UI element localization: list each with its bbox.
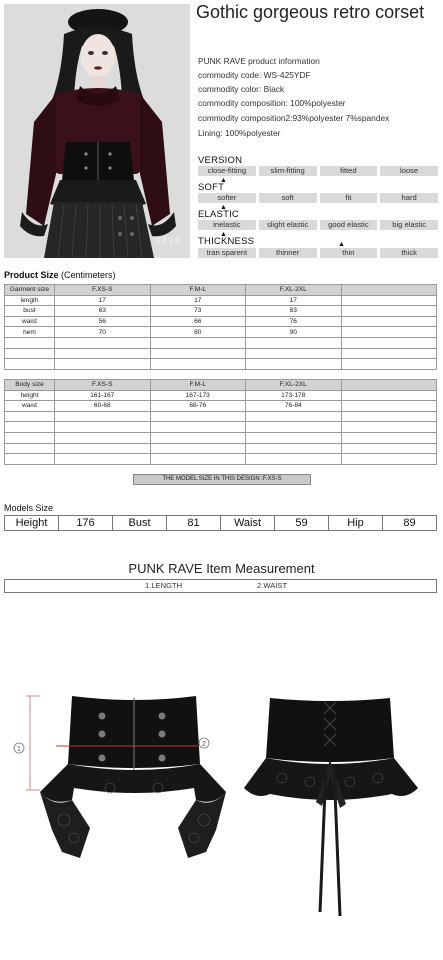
measurement-length: 1.LENGTH — [145, 581, 183, 590]
marker-waist-number: 2 — [202, 741, 206, 748]
models-cell-value: 59 — [274, 516, 328, 530]
table-header-cell: F.XL-2XL — [246, 380, 342, 391]
table-cell — [341, 390, 437, 401]
product-size-unit: (Centimeters) — [61, 270, 116, 280]
table-header-cell: Garment size — [5, 285, 55, 296]
table-cell: length — [5, 295, 55, 306]
product-title: Gothic gorgeous retro corset — [196, 2, 425, 22]
table-cell: 17 — [55, 295, 151, 306]
attr-version-label: VERSION — [198, 155, 243, 166]
table-cell: 76-84 — [246, 401, 342, 412]
table-header-cell: F.M-L — [150, 285, 246, 296]
table-cell — [341, 316, 437, 327]
measurement-title: PUNK RAVE Item Measurement — [128, 561, 315, 576]
attr-soft-scale — [198, 193, 438, 203]
table-cell — [341, 380, 437, 391]
table-cell: 80 — [150, 327, 246, 338]
table-cell: 76 — [246, 316, 342, 327]
table-row — [5, 401, 437, 412]
attr-elastic-option: big elastic — [380, 220, 438, 230]
table-cell: 73 — [150, 306, 246, 317]
table-cell: 167-173 — [150, 390, 246, 401]
table-row-empty — [5, 443, 437, 454]
attr-elastic-marker-icon: ▲ — [220, 231, 227, 238]
model-photo — [4, 4, 190, 258]
table-cell: 17 — [246, 295, 342, 306]
attr-thickness-scale — [198, 248, 438, 258]
table-cell: hem — [5, 327, 55, 338]
attr-version-option: slim-fitting — [259, 166, 317, 176]
models-cell-label: Hip — [328, 516, 382, 530]
models-size-row — [4, 515, 437, 531]
table-row — [5, 316, 437, 327]
table-row-empty — [5, 411, 437, 422]
table-cell: 68-76 — [150, 401, 246, 412]
models-cell-value: 89 — [382, 516, 436, 530]
info-composition2: commodity composition2:93%polyester 7%spandex — [198, 113, 390, 123]
photo-watermark: RAVE — [154, 236, 182, 246]
attr-thickness-label: THICKNESS — [198, 236, 255, 247]
table-header-cell: Body size — [5, 380, 55, 391]
attr-version-option: fitted — [320, 166, 378, 176]
table-cell: bust — [5, 306, 55, 317]
table-row-empty — [5, 337, 437, 348]
models-cell-label: Bust — [112, 516, 166, 530]
table-cell: 83 — [246, 306, 342, 317]
attr-soft-option: soft — [259, 193, 317, 203]
table-cell: 161-167 — [55, 390, 151, 401]
table-row — [5, 306, 437, 317]
marker-length-number: 1 — [17, 746, 21, 753]
attr-soft-option: softer — [198, 193, 256, 203]
product-diagram — [0, 680, 443, 920]
attr-version-marker-icon: ▲ — [220, 177, 227, 184]
table-cell — [341, 306, 437, 317]
table-cell — [341, 285, 437, 296]
model-size-note: THE MODEL SIZE IN THIS DESIGN :F.XS-S — [133, 474, 311, 485]
table-cell: 70 — [55, 327, 151, 338]
table-cell: 66 — [150, 316, 246, 327]
info-color: commodity color: Black — [198, 84, 285, 94]
attr-soft-option: hard — [380, 193, 438, 203]
table-row-empty — [5, 454, 437, 465]
table-cell: 173-178 — [246, 390, 342, 401]
attr-elastic-option: slight elastic — [259, 220, 317, 230]
table-row-empty — [5, 348, 437, 359]
table-cell: height — [5, 390, 55, 401]
table-cell: 60-68 — [55, 401, 151, 412]
models-cell-value: 176 — [58, 516, 112, 530]
corset-back — [244, 698, 418, 916]
table-cell: 63 — [55, 306, 151, 317]
table-header-row — [5, 285, 437, 296]
table-header-cell: F.XS-S — [55, 285, 151, 296]
table-cell — [341, 327, 437, 338]
table-header-cell: F.XL-2XL — [246, 285, 342, 296]
attr-soft-label: SOFT — [198, 182, 225, 193]
body-size-table — [4, 379, 437, 465]
table-row — [5, 295, 437, 306]
info-brand: PUNK RAVE product information — [198, 56, 320, 66]
product-size-title — [4, 270, 116, 280]
models-size-title: Models Size — [4, 503, 54, 513]
attr-version-scale — [198, 166, 438, 176]
attr-version-option: loose — [380, 166, 438, 176]
attr-version-option: close-fitting — [198, 166, 256, 176]
table-row-empty — [5, 359, 437, 370]
attr-soft-marker-icon: ▲ — [220, 204, 227, 211]
attr-thickness-option: thick — [380, 248, 438, 258]
measurement-waist: 2.WAIST — [257, 581, 288, 590]
info-lining: Lining: 100%polyester — [198, 128, 281, 138]
attr-elastic-scale — [198, 220, 438, 230]
table-header-cell: F.M-L — [150, 380, 246, 391]
info-composition: commodity composition: 100%polyester — [198, 98, 346, 108]
attr-elastic-option: inelastic — [198, 220, 256, 230]
table-cell: 90 — [246, 327, 342, 338]
table-cell — [341, 401, 437, 412]
table-row-empty — [5, 422, 437, 433]
measurement-bar — [4, 579, 437, 593]
attr-soft-option: fit — [320, 193, 378, 203]
table-row-empty — [5, 432, 437, 443]
attr-thickness-marker-icon: ▲ — [338, 241, 345, 248]
attr-thickness-option: thin — [320, 248, 378, 258]
table-cell: waist — [5, 401, 55, 412]
attr-elastic-option: good elastic — [320, 220, 378, 230]
table-cell — [341, 295, 437, 306]
length-indicator — [14, 696, 40, 790]
table-row — [5, 390, 437, 401]
corset-front — [40, 696, 226, 858]
table-cell: 56 — [55, 316, 151, 327]
table-header-cell: F.XS-S — [55, 380, 151, 391]
attr-elastic-label: ELASTIC — [198, 209, 239, 220]
attr-thickness-option: thinner — [259, 248, 317, 258]
product-size-title-text: Product Size — [4, 270, 59, 280]
table-cell: 17 — [150, 295, 246, 306]
models-cell-value: 81 — [166, 516, 220, 530]
table-cell: waist — [5, 316, 55, 327]
product-size-table — [4, 284, 437, 370]
table-row — [5, 327, 437, 338]
models-cell-label: Height — [15, 517, 48, 529]
models-cell-label: Waist — [220, 516, 274, 530]
model-photo-illustration — [4, 4, 190, 258]
info-code: commodity code: WS-425YDF — [198, 70, 311, 80]
table-header-row — [5, 380, 437, 391]
attr-thickness-option: tran sparent — [198, 248, 256, 258]
